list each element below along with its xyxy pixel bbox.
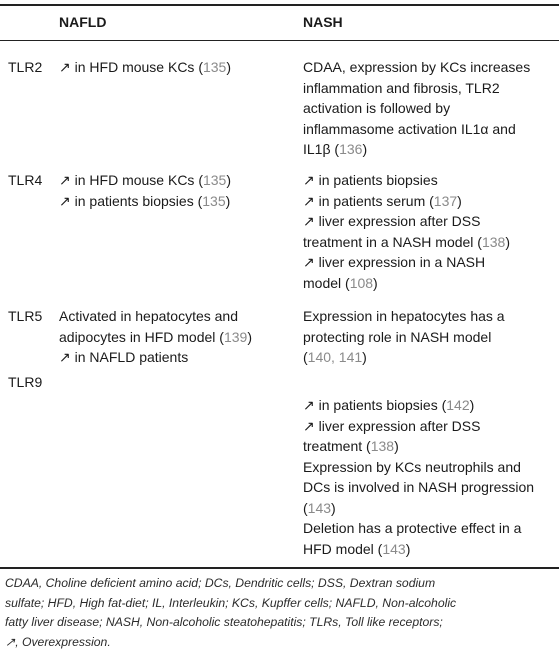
cell-line bbox=[303, 347, 555, 368]
cell-line bbox=[303, 191, 555, 212]
cell-line bbox=[303, 477, 555, 498]
cell-text: IL1β ( bbox=[303, 141, 339, 157]
cell-text: Expression by KCs neutrophils and bbox=[303, 459, 521, 475]
cell-text: Activated in hepatocytes and bbox=[59, 308, 238, 324]
cell-text: ↗ in HFD mouse KCs ( bbox=[59, 172, 203, 188]
cell-text: ↗ liver expression after DSS bbox=[303, 418, 480, 434]
reference-number[interactable]: 143 bbox=[382, 541, 405, 557]
cell-text-end: ) bbox=[226, 172, 231, 188]
cell-text-end: ) bbox=[394, 438, 399, 454]
row-tlr2-nafld bbox=[59, 57, 285, 78]
reference-number[interactable]: 135 bbox=[203, 59, 226, 75]
cell-line bbox=[59, 347, 285, 368]
reference-number[interactable]: 143 bbox=[308, 500, 331, 516]
cell-line bbox=[303, 306, 555, 327]
cell-line bbox=[59, 170, 285, 191]
row-tlr5-receptor: TLR5 bbox=[8, 306, 42, 327]
cell-line bbox=[303, 539, 555, 560]
cell-text: inflammation and fibrosis, TLR2 bbox=[303, 80, 500, 96]
reference-number[interactable]: 140, 141 bbox=[308, 349, 363, 365]
cell-line bbox=[303, 211, 555, 232]
cell-text: inflammasome activation IL1α and bbox=[303, 121, 516, 137]
cell-text: activation is followed by bbox=[303, 100, 450, 116]
table-top-rule bbox=[0, 4, 559, 6]
cell-text: treatment in a NASH model ( bbox=[303, 234, 482, 250]
reference-number[interactable]: 138 bbox=[482, 234, 505, 250]
cell-line bbox=[303, 273, 555, 294]
cell-text: ↗ liver expression in a NASH bbox=[303, 254, 485, 270]
cell-line bbox=[303, 78, 555, 99]
footnote-line: ↗, Overexpression. bbox=[5, 633, 555, 652]
cell-line bbox=[303, 327, 555, 348]
cell-line bbox=[303, 139, 555, 160]
row-tlr2-receptor: TLR2 bbox=[8, 57, 42, 78]
cell-text: HFD model ( bbox=[303, 541, 382, 557]
row-tlr4-nash bbox=[303, 170, 555, 293]
footnote-line: CDAA, Choline deficient amino acid; DCs, Dendritic cells; DSS, Dextran sodium bbox=[5, 574, 555, 594]
table-bottom-rule bbox=[0, 567, 559, 569]
cell-text-end: ) bbox=[247, 329, 252, 345]
reference-number[interactable]: 136 bbox=[339, 141, 362, 157]
cell-text: treatment ( bbox=[303, 438, 371, 454]
reference-number[interactable]: 138 bbox=[371, 438, 394, 454]
reference-number[interactable]: 137 bbox=[434, 193, 457, 209]
cell-text: model ( bbox=[303, 275, 350, 291]
cell-text: ↗ in patients biopsies ( bbox=[303, 397, 446, 413]
cell-text: ↗ in HFD mouse KCs ( bbox=[59, 59, 203, 75]
cell-line bbox=[303, 416, 555, 437]
cell-line bbox=[303, 57, 555, 78]
cell-text-end: ) bbox=[406, 541, 411, 557]
cell-text: Expression in hepatocytes has a bbox=[303, 308, 505, 324]
cell-text-end: ) bbox=[470, 397, 475, 413]
cell-text-end: ) bbox=[373, 275, 378, 291]
cell-text: ↗ in NAFLD patients bbox=[59, 349, 188, 365]
reference-number[interactable]: 135 bbox=[203, 172, 226, 188]
header-col-nafld: NAFLD bbox=[59, 12, 285, 32]
cell-text: ↗ in patients biopsies bbox=[303, 172, 438, 188]
cell-text: protecting role in NASH model bbox=[303, 329, 491, 345]
reference-number[interactable]: 142 bbox=[446, 397, 469, 413]
cell-line bbox=[303, 498, 555, 519]
header-rule bbox=[0, 40, 559, 41]
cell-line bbox=[59, 57, 285, 78]
cell-text-end: ) bbox=[226, 59, 231, 75]
cell-text: ( bbox=[303, 500, 308, 516]
row-tlr4-nafld bbox=[59, 170, 285, 211]
cell-text: DCs is involved in NASH progression bbox=[303, 479, 534, 495]
row-tlr5-nafld bbox=[59, 306, 285, 368]
cell-text-end: ) bbox=[226, 193, 231, 209]
cell-line bbox=[303, 436, 555, 457]
cell-line bbox=[303, 98, 555, 119]
cell-line bbox=[59, 327, 285, 348]
row-tlr5-nash bbox=[303, 306, 555, 368]
footnote-line: sulfate; HFD, High fat-diet; IL, Interleukin; KCs, Kupffer cells; NAFLD, Non-alcoholic bbox=[5, 594, 555, 614]
cell-line bbox=[303, 232, 555, 253]
cell-line bbox=[303, 518, 555, 539]
cell-text-end: ) bbox=[362, 141, 367, 157]
header-col-nash: NASH bbox=[303, 12, 555, 32]
table-footnote bbox=[5, 574, 555, 652]
cell-line bbox=[59, 191, 285, 212]
row-tlr9-receptor: TLR9 bbox=[8, 372, 42, 393]
cell-text: CDAA, expression by KCs increases bbox=[303, 59, 530, 75]
cell-text-end: ) bbox=[457, 193, 462, 209]
row-tlr9-nash bbox=[303, 395, 555, 559]
cell-line bbox=[303, 170, 555, 191]
cell-text-end: ) bbox=[505, 234, 510, 250]
cell-text: Deletion has a protective effect in a bbox=[303, 520, 521, 536]
reference-number[interactable]: 108 bbox=[350, 275, 373, 291]
cell-text: ↗ in patients biopsies ( bbox=[59, 193, 202, 209]
cell-line bbox=[303, 395, 555, 416]
cell-text: adipocytes in HFD model ( bbox=[59, 329, 224, 345]
cell-line bbox=[303, 119, 555, 140]
cell-line bbox=[303, 252, 555, 273]
cell-text: ( bbox=[303, 349, 308, 365]
row-tlr4-receptor: TLR4 bbox=[8, 170, 42, 191]
cell-line bbox=[303, 457, 555, 478]
reference-number[interactable]: 139 bbox=[224, 329, 247, 345]
footnote-line: fatty liver disease; NASH, Non-alcoholic steatohepatitis; TLRs, Toll like receptors; bbox=[5, 613, 555, 633]
cell-text: ↗ liver expression after DSS bbox=[303, 213, 480, 229]
cell-text: ↗ in patients serum ( bbox=[303, 193, 434, 209]
reference-number[interactable]: 135 bbox=[202, 193, 225, 209]
cell-line bbox=[59, 306, 285, 327]
cell-text-end: ) bbox=[362, 349, 367, 365]
cell-text-end: ) bbox=[331, 500, 336, 516]
row-tlr2-nash bbox=[303, 57, 555, 160]
